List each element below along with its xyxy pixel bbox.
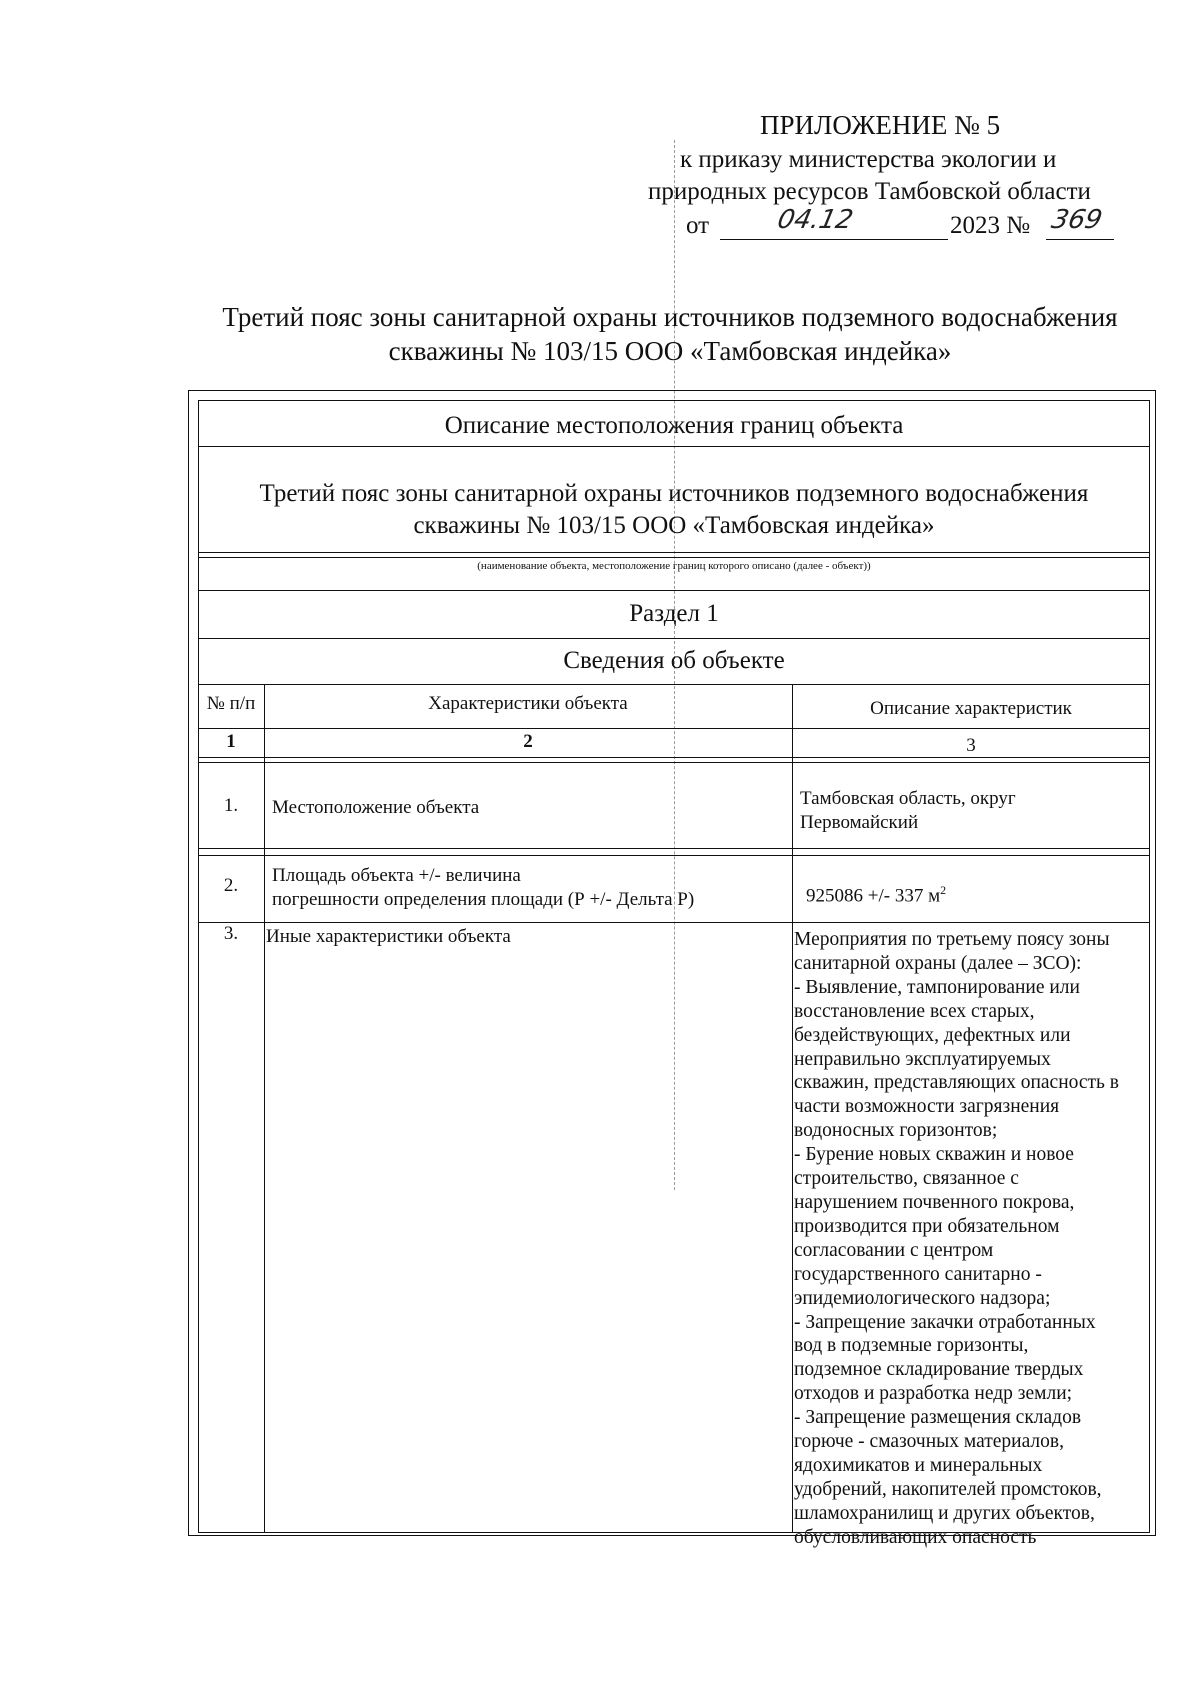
section-number: Раздел 1 bbox=[629, 600, 719, 627]
row-3-description-line: санитарной охраны (далее – ЗСО): bbox=[794, 952, 1082, 974]
divider bbox=[198, 557, 1150, 558]
row-1-description bbox=[800, 787, 1140, 835]
date-prefix: от bbox=[686, 212, 710, 239]
row-1-description-line: Первомайский bbox=[800, 812, 919, 833]
row-3-description-line: скважин, представляющих опасность в bbox=[794, 1072, 1120, 1094]
year-label: 2023 № bbox=[950, 212, 1031, 239]
column-divider-1 bbox=[264, 684, 265, 1533]
date-underline bbox=[720, 239, 948, 240]
row-3-description-line: производится при обязательном bbox=[794, 1215, 1060, 1237]
divider bbox=[198, 757, 1150, 758]
handwritten-number: 369 bbox=[1048, 205, 1105, 235]
handwritten-date: 04.12 bbox=[774, 205, 856, 235]
row-2-value-superscript: 2 bbox=[940, 883, 947, 897]
divider bbox=[198, 922, 1150, 923]
row-3-description-line: - Бурение новых скважин и новое bbox=[794, 1144, 1074, 1166]
row-3-description-line: водоносных горизонтов; bbox=[794, 1120, 998, 1142]
row-3-description-line: - Запрещение размещения складов bbox=[794, 1407, 1082, 1429]
row-1-number: 1. bbox=[223, 795, 239, 816]
divider bbox=[198, 446, 1150, 447]
row-3-description-line: строительство, связанное с bbox=[794, 1168, 1019, 1190]
row-3-description-line: согласовании с центром bbox=[794, 1239, 994, 1261]
divider bbox=[198, 552, 1150, 553]
appendix-date-line bbox=[686, 205, 1126, 245]
row-3-description-line: нарушением почвенного покрова, bbox=[794, 1191, 1075, 1213]
object-name bbox=[198, 478, 1150, 542]
divider bbox=[198, 762, 1150, 763]
section-title: Сведения об объекте bbox=[563, 647, 785, 674]
divider bbox=[198, 855, 1150, 856]
row-1-description-line: Тамбовская область, округ bbox=[800, 788, 1016, 809]
row-3-description-line: восстановление всех старых, bbox=[794, 1000, 1035, 1022]
row-3-description-line: обусловливающих опасность bbox=[794, 1526, 1037, 1548]
row-3-description-line: эпидемиологического надзора; bbox=[794, 1287, 1051, 1309]
divider bbox=[198, 848, 1150, 849]
row-3-description-line: государственного санитарно - bbox=[794, 1263, 1042, 1285]
document-title-line-1: Третий пояс зоны санитарной охраны источников подземного водоснабжения bbox=[222, 302, 1118, 332]
row-3-description-line: подземное складирование твердых bbox=[794, 1359, 1084, 1381]
row-3-description-line: - Запрещение закачки отработанных bbox=[794, 1311, 1096, 1333]
row-3-description-line: ядохимикатов и минеральных bbox=[794, 1454, 1043, 1476]
document-title-line-2: скважины № 103/15 ООО «Тамбовская индейка» bbox=[388, 336, 952, 366]
number-underline bbox=[1046, 239, 1114, 240]
row-3-description-line: бездействующих, дефектных или bbox=[794, 1024, 1071, 1046]
row-3-characteristic: Иные характеристики объекта bbox=[266, 926, 511, 947]
column-divider-2 bbox=[792, 684, 793, 1533]
row-1-characteristic: Местоположение объекта bbox=[272, 797, 480, 818]
column-number-3: 3 bbox=[966, 735, 976, 756]
row-2-description bbox=[806, 878, 1146, 908]
row-3-description-line: горюче - смазочных материалов, bbox=[794, 1431, 1064, 1453]
row-2-characteristic-line: погрешности определения площади (Р +/- Дельта Р) bbox=[272, 889, 695, 910]
row-3-description-line: неправильно эксплуатируемых bbox=[794, 1048, 1051, 1070]
object-caption: (наименование объекта, местоположение границ которого описано (далее - объект)) bbox=[477, 560, 871, 572]
row-3-description-line: вод в подземные горизонты, bbox=[794, 1335, 1029, 1357]
column-header-num: № п/п bbox=[206, 693, 256, 714]
row-3-number: 3. bbox=[223, 923, 239, 944]
appendix-title: ПРИЛОЖЕНИЕ № 5 bbox=[760, 110, 1001, 140]
appendix-order-line-2: природных ресурсов Тамбовской области bbox=[648, 178, 1091, 205]
row-3-description-line: - Выявление, тампонирование или bbox=[794, 976, 1080, 998]
row-3-description-line: части возможности загрязнения bbox=[794, 1096, 1060, 1118]
object-name-line-2: скважины № 103/15 ООО «Тамбовская индейка» bbox=[413, 512, 935, 539]
row-3-description-line: отходов и разработка недр земли; bbox=[794, 1383, 1073, 1405]
row-3-description bbox=[794, 928, 1150, 1550]
row-3-description-line: удобрений, накопителей промстоков, bbox=[794, 1478, 1102, 1500]
divider bbox=[198, 684, 1150, 685]
row-3-description-line: Мероприятия по третьему поясу зоны bbox=[794, 929, 1110, 950]
row-2-value: 925086 +/- 337 м bbox=[806, 885, 941, 907]
divider bbox=[198, 638, 1150, 639]
row-2-characteristic-line: Площадь объекта +/- величина bbox=[272, 865, 521, 886]
appendix-order-line-1: к приказу министерства экологии и bbox=[680, 146, 1057, 173]
row-2-characteristic bbox=[272, 864, 787, 912]
document-title bbox=[190, 300, 1150, 368]
column-header-description: Описание характеристик bbox=[870, 698, 1072, 719]
row-2-number: 2. bbox=[223, 875, 239, 896]
divider bbox=[198, 728, 1150, 729]
column-number-2: 2 bbox=[523, 731, 533, 752]
column-number-1: 1 bbox=[226, 731, 236, 752]
row-3-description-line: шламохранилищ и других объектов, bbox=[794, 1502, 1095, 1524]
object-name-line-1: Третий пояс зоны санитарной охраны источников подземного водоснабжения bbox=[259, 480, 1089, 507]
table-heading: Описание местоположения границ объекта bbox=[444, 412, 904, 439]
column-header-characteristics: Характеристики объекта bbox=[428, 693, 628, 714]
divider bbox=[198, 590, 1150, 591]
